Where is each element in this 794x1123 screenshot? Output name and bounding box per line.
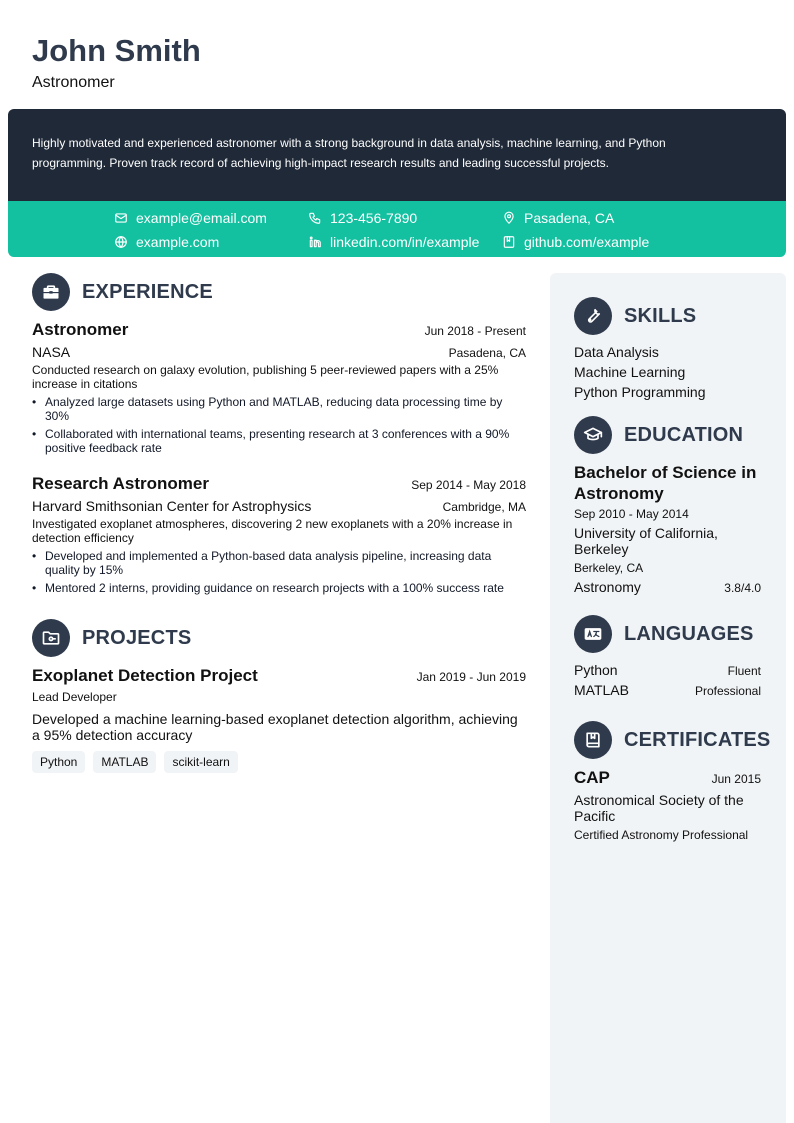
- skills-heading: [574, 297, 761, 335]
- contact-email[interactable]: [114, 209, 267, 227]
- job-title: Astronomer: [32, 320, 129, 339]
- language-level: Professional: [694, 684, 761, 698]
- mail-icon: [114, 211, 128, 225]
- certificate-date: Jun 2015: [711, 772, 761, 786]
- languages-title: LANGUAGES: [624, 622, 754, 645]
- summary-text: Highly motivated and experienced astronomer with a strong background in data analysis, machine learning, and Python programming. Proven track record of achieving high-impact research results and leading successful projects.: [32, 136, 666, 170]
- project-tag: MATLAB: [93, 751, 156, 773]
- github-text: github.com/example: [524, 234, 650, 250]
- experience-item: [32, 474, 526, 595]
- contact-github[interactable]: [502, 233, 649, 251]
- skill-item: Machine Learning: [574, 364, 686, 380]
- website-text: example.com: [136, 234, 220, 250]
- job-company: Harvard Smithsonian Center for Astrophysics: [32, 498, 312, 514]
- github-icon: [502, 235, 516, 249]
- linkedin-icon: [308, 235, 322, 249]
- email-text: example@email.com: [136, 210, 267, 226]
- job-description: Conducted research on galaxy evolution, publishing 5 peer-reviewed papers with a 25% increase in citations: [32, 363, 499, 391]
- job-company: NASA: [32, 344, 71, 360]
- skills-title: SKILLS: [624, 304, 697, 327]
- project-dates: Jan 2019 - Jun 2019: [416, 670, 526, 684]
- skill-item: Python Programming: [574, 384, 706, 400]
- linkedin-text: linkedin.com/in/example: [330, 234, 480, 250]
- resume-header: [32, 32, 201, 92]
- project-title: Exoplanet Detection Project: [32, 666, 258, 685]
- education-field: Astronomy: [574, 579, 641, 595]
- language-level: Fluent: [727, 664, 761, 678]
- project-tag: Python: [32, 751, 85, 773]
- language-name: Python: [574, 662, 618, 678]
- certificate-book-icon: [574, 721, 612, 759]
- experience-heading: [32, 273, 526, 311]
- main-column: [32, 273, 526, 773]
- job-dates: Sep 2014 - May 2018: [411, 478, 526, 492]
- skill-item: Data Analysis: [574, 344, 659, 360]
- job-bullet: • Developed and implemented a Python-based data analysis pipeline, increasing data quality by 15%: [32, 549, 526, 577]
- map-pin-icon: [502, 211, 516, 225]
- wrench-icon: [574, 297, 612, 335]
- project-item: [32, 666, 526, 773]
- language-item: [574, 662, 761, 682]
- education-title: EDUCATION: [624, 423, 744, 446]
- phone-icon: [308, 211, 322, 225]
- languages-heading: [574, 615, 761, 653]
- certificate-issuer: Astronomical Society of the Pacific: [574, 792, 744, 824]
- folder-icon: [32, 619, 70, 657]
- certificates-heading: [574, 721, 771, 759]
- projects-title: PROJECTS: [82, 626, 192, 649]
- candidate-name: John Smith: [32, 33, 201, 68]
- briefcase-icon: [32, 273, 70, 311]
- globe-icon: [114, 235, 128, 249]
- contact-bar: [8, 201, 786, 257]
- certificate-description: Certified Astronomy Professional: [574, 828, 749, 842]
- education-gpa: 3.8/4.0: [724, 581, 761, 595]
- project-tags: [32, 751, 526, 773]
- graduation-cap-icon: [574, 416, 612, 454]
- job-bullet: • Collaborated with international teams, presenting research at 3 conferences with a 90% positive feedback rate: [32, 427, 526, 455]
- certificates-title: CERTIFICATES: [624, 728, 771, 751]
- job-bullet: • Analyzed large datasets using Python and MATLAB, reducing data processing time by 30%: [32, 395, 526, 423]
- contact-website[interactable]: [114, 233, 219, 251]
- projects-heading: [32, 619, 526, 657]
- experience-title: EXPERIENCE: [82, 280, 213, 303]
- contact-linkedin[interactable]: [308, 233, 479, 251]
- project-description: Developed a machine learning-based exoplanet detection algorithm, achieving a 95% detection accuracy: [32, 711, 518, 743]
- job-bullets: [32, 549, 526, 595]
- skills-list: [574, 342, 761, 402]
- job-title: Research Astronomer: [32, 474, 209, 493]
- sidebar-column: [550, 273, 786, 1123]
- contact-location: [502, 209, 614, 227]
- job-location: Pasadena, CA: [448, 346, 526, 360]
- education-heading: [574, 416, 761, 454]
- certificate-name: CAP: [574, 768, 610, 787]
- project-tag: scikit-learn: [164, 751, 237, 773]
- job-description: Investigated exoplanet atmospheres, discovering 2 new exoplanets with a 20% increase in detection efficiency: [32, 517, 513, 545]
- location-text: Pasadena, CA: [524, 210, 615, 226]
- education-location: Berkeley, CA: [574, 561, 644, 575]
- education-school: University of California, Berkeley: [574, 525, 718, 557]
- language-name: MATLAB: [574, 682, 629, 698]
- job-location: Cambridge, MA: [442, 500, 526, 514]
- job-bullet: • Mentored 2 interns, providing guidance on research projects with a 100% success rate: [32, 581, 526, 595]
- project-role: Lead Developer: [32, 690, 117, 704]
- phone-text: 123-456-7890: [330, 210, 418, 226]
- education-degree: Bachelor of Science in Astronomy: [574, 463, 757, 503]
- summary-panel: [8, 109, 786, 201]
- education-dates: Sep 2010 - May 2014: [574, 507, 689, 521]
- job-dates: Jun 2018 - Present: [424, 324, 526, 338]
- translate-icon: [574, 615, 612, 653]
- candidate-role: Astronomer: [32, 74, 115, 91]
- language-item: [574, 682, 761, 702]
- certificate-item: [574, 768, 761, 842]
- contact-phone[interactable]: [308, 209, 417, 227]
- experience-item: [32, 320, 526, 455]
- education-item: [574, 462, 761, 595]
- languages-list: [574, 662, 761, 702]
- job-bullets: [32, 395, 526, 455]
